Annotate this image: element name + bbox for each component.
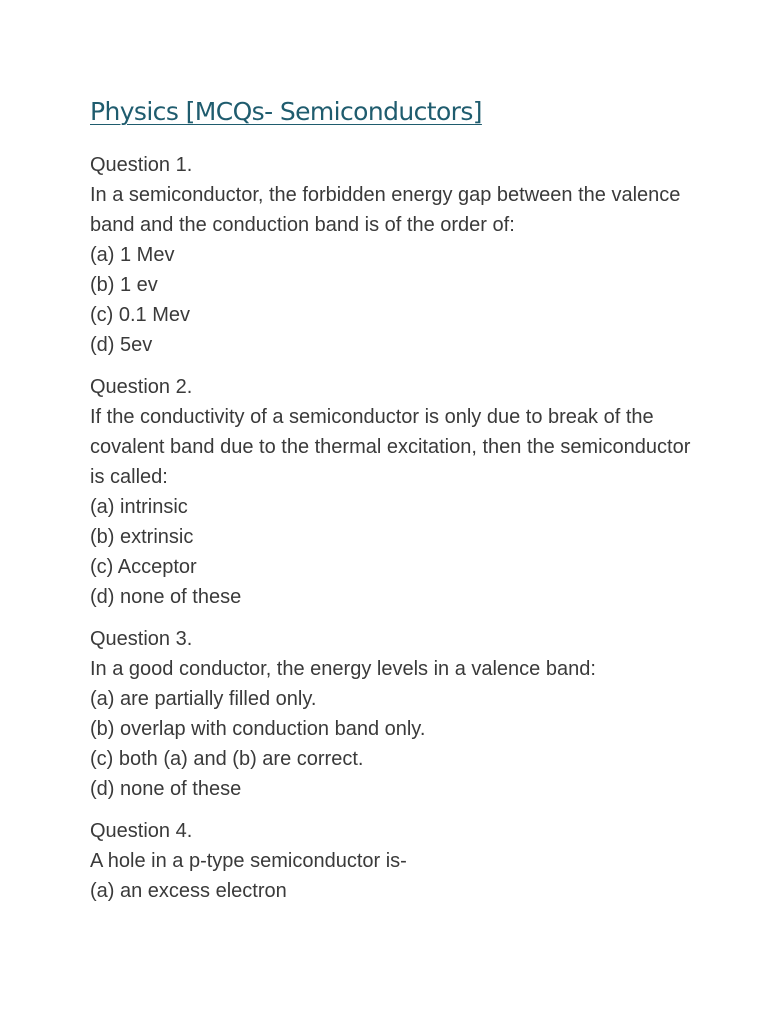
question-label: Question 1. (90, 154, 193, 176)
option-a: (a) 1 Mev (90, 244, 175, 266)
option-c: (c) Acceptor (90, 556, 197, 578)
question-4 (90, 816, 710, 906)
question-text: A hole in a p-type semiconductor is- (90, 850, 407, 872)
question-2 (90, 372, 710, 612)
question-label: Question 3. (90, 628, 193, 650)
option-a: (a) an excess electron (90, 880, 287, 902)
option-b: (b) overlap with conduction band only. (90, 718, 426, 740)
option-b: (b) 1 ev (90, 274, 158, 296)
question-text: If the conductivity of a semiconductor is only due to break of the covalent band due to the thermal excitation, then the semiconductor is called: (90, 406, 691, 488)
document-title[interactable]: Physics [MCQs- Semiconductors] (90, 97, 482, 126)
option-d: (d) none of these (90, 586, 242, 608)
option-a: (a) intrinsic (90, 496, 188, 518)
option-d: (d) 5ev (90, 334, 153, 356)
option-c: (c) both (a) and (b) are correct. (90, 748, 364, 770)
question-text: In a good conductor, the energy levels in a valence band: (90, 658, 596, 680)
option-b: (b) extrinsic (90, 526, 194, 548)
option-d: (d) none of these (90, 778, 242, 800)
option-a: (a) are partially filled only. (90, 688, 317, 710)
question-label: Question 4. (90, 820, 193, 842)
option-c: (c) 0.1 Mev (90, 304, 191, 326)
question-label: Question 2. (90, 376, 193, 398)
question-1 (90, 150, 710, 360)
question-3 (90, 624, 710, 804)
question-text: In a semiconductor, the forbidden energy gap between the valence band and the conduction band is of the order of: (90, 184, 681, 236)
document-page (90, 94, 710, 918)
